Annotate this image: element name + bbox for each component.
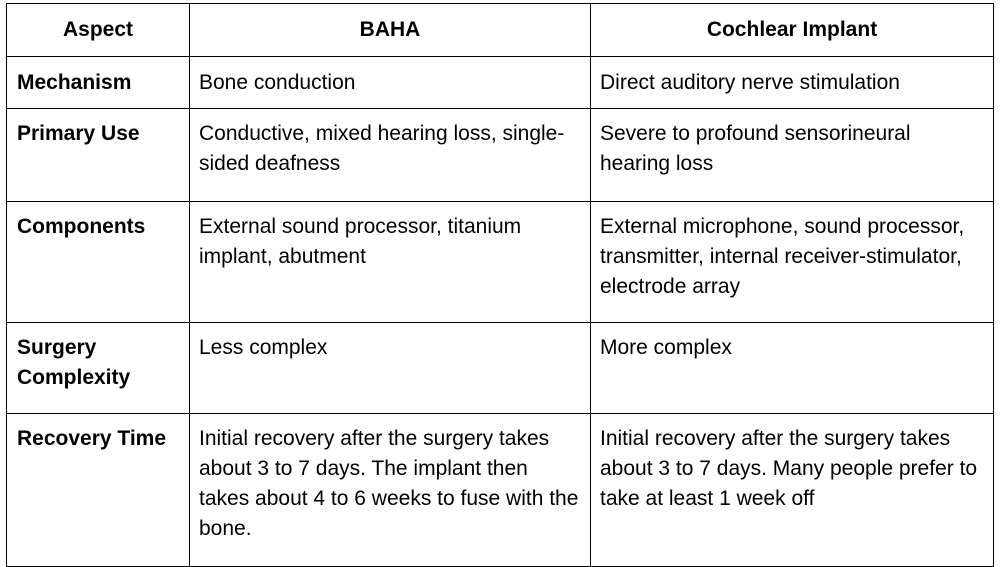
cochlear-cell: Severe to profound sensorineural hearing loss	[591, 109, 994, 202]
table-row	[7, 202, 994, 323]
aspect-cell: Recovery Time	[7, 414, 190, 567]
table-row	[7, 57, 994, 109]
cochlear-cell: Direct auditory nerve stimulation	[591, 57, 994, 109]
header-baha: BAHA	[190, 4, 591, 57]
table-row	[7, 414, 994, 567]
aspect-cell: Mechanism	[7, 57, 190, 109]
aspect-cell: Primary Use	[7, 109, 190, 202]
table-header-row	[7, 4, 994, 57]
header-aspect: Aspect	[7, 4, 190, 57]
aspect-cell: Surgery Complexity	[7, 323, 190, 414]
baha-cell: Bone conduction	[190, 57, 591, 109]
aspect-cell: Components	[7, 202, 190, 323]
comparison-table	[6, 3, 994, 567]
baha-cell: Conductive, mixed hearing loss, single-sided deafness	[190, 109, 591, 202]
cochlear-cell: Initial recovery after the surgery takes about 3 to 7 days. Many people prefer to take at least 1 week off	[591, 414, 994, 567]
table-row	[7, 109, 994, 202]
cochlear-cell: External microphone, sound processor, transmitter, internal receiver-stimulator, electrode array	[591, 202, 994, 323]
header-cochlear-implant: Cochlear Implant	[591, 4, 994, 57]
comparison-table-container	[6, 3, 993, 567]
baha-cell: External sound processor, titanium implant, abutment	[190, 202, 591, 323]
baha-cell: Less complex	[190, 323, 591, 414]
cochlear-cell: More complex	[591, 323, 994, 414]
table-row	[7, 323, 994, 414]
baha-cell: Initial recovery after the surgery takes about 3 to 7 days. The implant then takes about 4 to 6 weeks to fuse with the bone.	[190, 414, 591, 567]
